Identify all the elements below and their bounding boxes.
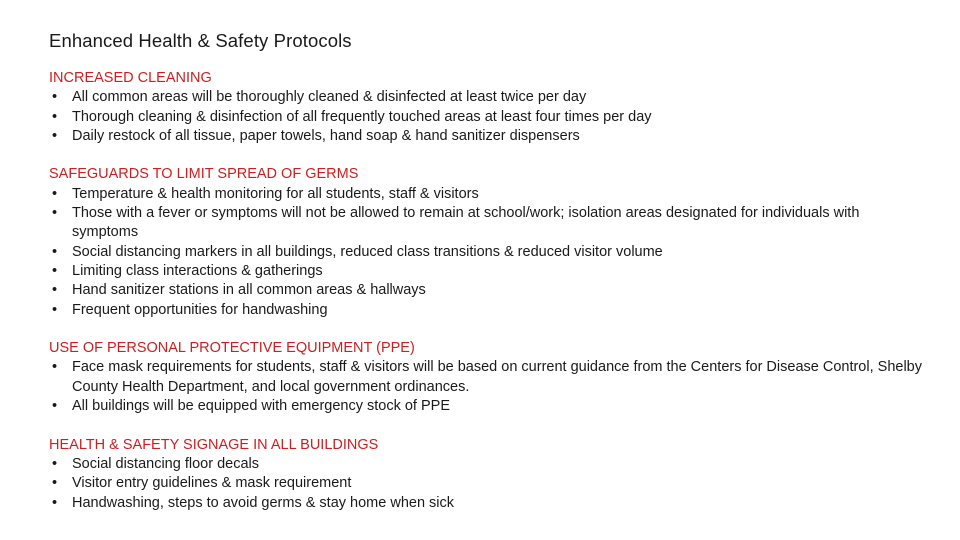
page-title: Enhanced Health & Safety Protocols xyxy=(49,30,352,51)
list-item-text: Face mask requirements for students, staff & visitors will be based on current guidance from the Centers for Disease Control, Shelby County Health Department, and local government ordinances. xyxy=(72,359,922,395)
list-item xyxy=(49,185,929,204)
section-heading: USE OF PERSONAL PROTECTIVE EQUIPMENT (PPE) xyxy=(49,340,415,357)
list-item-text: All buildings will be equipped with emergency stock of PPE xyxy=(72,398,451,415)
bullet-icon: • xyxy=(52,262,58,279)
list-item xyxy=(49,281,929,300)
section-ppe xyxy=(49,339,929,416)
bullet-icon: • xyxy=(52,455,58,472)
bullet-icon: • xyxy=(52,398,58,415)
bullet-icon: • xyxy=(52,185,58,202)
list-item xyxy=(49,301,929,320)
list-item xyxy=(49,243,929,262)
list-item-text: Those with a fever or symptoms will not be allowed to remain at school/work; isolation areas designated for individuals with symptoms xyxy=(72,205,860,241)
list-item-text: Hand sanitizer stations in all common areas & hallways xyxy=(72,282,426,299)
bullet-icon: • xyxy=(52,282,58,299)
section-heading: INCREASED CLEANING xyxy=(49,70,212,86)
bullet-list xyxy=(49,358,929,416)
list-item xyxy=(49,108,929,127)
list-item-text: Thorough cleaning & disinfection of all frequently touched areas at least four times per day xyxy=(72,108,652,125)
list-item-text: Frequent opportunities for handwashing xyxy=(72,301,328,318)
list-item xyxy=(49,262,929,281)
bullet-icon: • xyxy=(52,89,58,106)
section-heading: SAFEGUARDS TO LIMIT SPREAD OF GERMS xyxy=(49,166,359,183)
list-item-text: Limiting class interactions & gatherings xyxy=(72,262,323,279)
content-body xyxy=(49,69,929,513)
list-item-text: Handwashing, steps to avoid germs & stay home when sick xyxy=(72,494,455,511)
section-increased-cleaning xyxy=(49,69,929,146)
bullet-icon: • xyxy=(52,475,58,492)
bullet-icon: • xyxy=(52,359,58,376)
bullet-list xyxy=(49,455,929,513)
bullet-icon: • xyxy=(52,205,58,222)
bullet-icon: • xyxy=(52,127,58,144)
list-item xyxy=(49,204,929,243)
list-item xyxy=(49,474,929,493)
list-item-text: Temperature & health monitoring for all students, staff & visitors xyxy=(72,185,479,202)
list-item xyxy=(49,127,929,146)
bullet-list xyxy=(49,185,929,320)
bullet-icon: • xyxy=(52,108,58,125)
list-item-text: Visitor entry guidelines & mask requirement xyxy=(72,475,352,492)
list-item xyxy=(49,358,929,397)
list-item-text: Social distancing markers in all buildings, reduced class transitions & reduced visitor volume xyxy=(72,243,663,260)
list-item xyxy=(49,88,929,107)
list-item-text: Daily restock of all tissue, paper towels, hand soap & hand sanitizer dispensers xyxy=(72,127,580,144)
bullet-icon: • xyxy=(52,494,58,511)
bullet-icon: • xyxy=(52,301,58,318)
section-safeguards xyxy=(49,165,929,319)
list-item-text: All common areas will be thoroughly cleaned & disinfected at least twice per day xyxy=(72,89,587,106)
list-item xyxy=(49,494,929,513)
list-item-text: Social distancing floor decals xyxy=(72,455,259,472)
section-signage xyxy=(49,436,929,513)
section-heading: HEALTH & SAFETY SIGNAGE IN ALL BUILDINGS xyxy=(49,436,379,453)
list-item xyxy=(49,397,929,416)
list-item xyxy=(49,455,929,474)
bullet-icon: • xyxy=(52,243,58,260)
bullet-list xyxy=(49,88,929,146)
